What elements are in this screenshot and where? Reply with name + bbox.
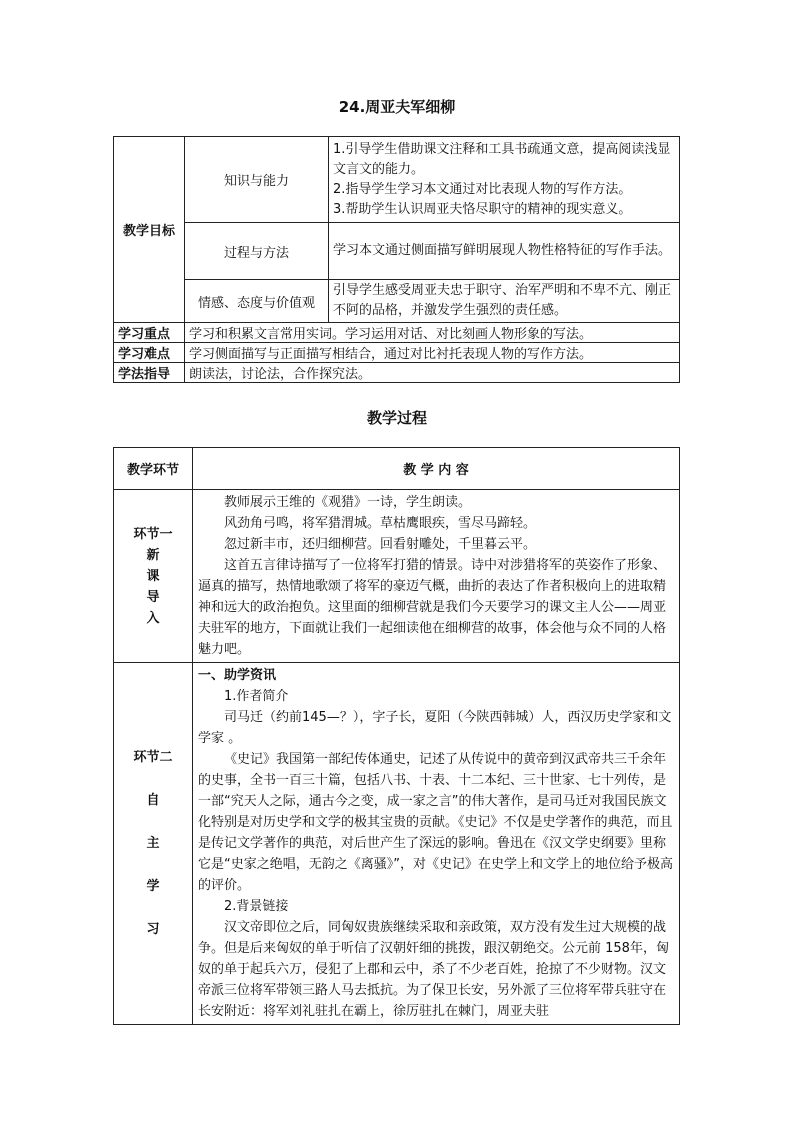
difficulties-label: 学习难点 [114, 343, 185, 363]
process-title: 教学过程 [366, 409, 427, 427]
section2-para-shiji: 《史记》我国第一部纪传体通史，记述了从传说中的黄帝到汉武帝共三千余年的史事，全书一百三十篇，包括八书、十表、十二本纪、三十世家、七十列传，是一部“究天人之际，通古今之变，成一家之言”的伟大著作，是司马迁对我国民族文化特别是对历史学和文学的极其宝贵的贡献。《史记》不仅是史学著作的典范，而且是传记文学著作的典范，对后世产生了深远的影响。鲁迅在《汉文学史纲要》里称它是“史家之绝唱，无韵之《离骚》”，对《史记》在史学上和文学上的地位给予极高的评价。 [198, 752, 673, 893]
objective-content-emotion: 引导学生感受周亚夫忠于职守、治军严明和不卑不亢、刚正不阿的品格，并激发学生强烈的责任感。 [329, 280, 680, 323]
methods-text: 朗读法，讨论法，合作探究法。 [185, 363, 680, 383]
objective-label-emotion: 情感、态度与价值观 [185, 280, 329, 323]
section1-content [193, 490, 680, 663]
section2-para-background: 汉文帝即位之后，同匈奴贵族继续采取和亲政策，双方没有发生过大规模的战争。但是后来匈奴的单于听信了汉朝奸细的挑拨，跟汉朝绝交。公元前 158年，匈奴的单于起兵六万，侵犯了上郡和云中，杀了不少老百姓，抢掠了不少财物。汉文帝派三位将军带领三路人马去抵抗。为了保卫长安，另外派了三位将军带兵驻守在长安附近：将军刘礼驻扎在霸上，徐厉驻扎在棘门，周亚夫驻 [198, 920, 669, 1019]
section1-para: 风劲角弓鸣，将军猎渭城。草枯鹰眼疾，雪尽马蹄轻。 [224, 516, 537, 531]
difficulties-text: 学习侧面描写与正面描写相结合，通过对比衬托表现人物的写作方法。 [185, 343, 680, 363]
objective-label-knowledge: 知识与能力 [185, 137, 329, 223]
section2-label: 环节二 自 主 学 习 [114, 663, 193, 1025]
objectives-table [113, 136, 680, 383]
section2-sub-author: 1.作者简介 [224, 689, 289, 704]
section1-para: 忽过新丰市，还归细柳营。回看射雕处，千里暮云平。 [224, 537, 537, 552]
section2-para-author: 司马迁（约前145—？），字子长，夏阳（今陕西韩城）人，西汉历史学家和文学家 。 [198, 710, 672, 746]
objective-content-process: 学习本文通过侧面描写鲜明展现人物性格特征的写作手法。 [329, 223, 680, 280]
process-col-stage: 教学环节 [114, 448, 193, 490]
process-col-content: 教 学 内 容 [193, 448, 680, 490]
section1-para: 这首五言律诗描写了一位将军打猎的情景。诗中对涉猎将军的英姿作了形象、逼真的描写，热情地歌颂了将军的豪迈气概，曲折的表达了作者积极向上的进取精神和远大的政治抱负。这里面的细柳营就是我们今天要学习的课文主人公——周亚夫驻军的地方，下面就让我们一起细读他在细柳营的故事，体会他与众不同的人格魅力吧。 [198, 558, 667, 657]
objective-label-process: 过程与方法 [185, 223, 329, 280]
objective-content-knowledge: 1.引导学生借助课文注释和工具书疏通文意，提高阅读浅显文言文的能力。 2.指导学生学习本文通过对比表现人物的写作方法。 3.帮助学生认识周亚夫恪尽职守的精神的现实意义。 [329, 137, 680, 223]
key-points-label: 学习重点 [114, 323, 185, 343]
section1-label: 环节一 新 课 导 入 [114, 490, 193, 663]
objectives-header: 教学目标 [114, 137, 185, 323]
section2-sub-background: 2.背景链接 [224, 899, 289, 914]
section2-heading: 一、助学资讯 [198, 668, 277, 683]
section1-para: 教师展示王维的《观猎》一诗，学生朗读。 [224, 495, 472, 510]
key-points-text: 学习和积累文言常用实词。学习运用对话、对比刻画人物形象的写法。 [185, 323, 680, 343]
methods-label: 学法指导 [114, 363, 185, 383]
section2-content [193, 663, 680, 1025]
page-title: 24.周亚夫军细柳 [338, 98, 456, 116]
process-table [113, 447, 680, 1025]
